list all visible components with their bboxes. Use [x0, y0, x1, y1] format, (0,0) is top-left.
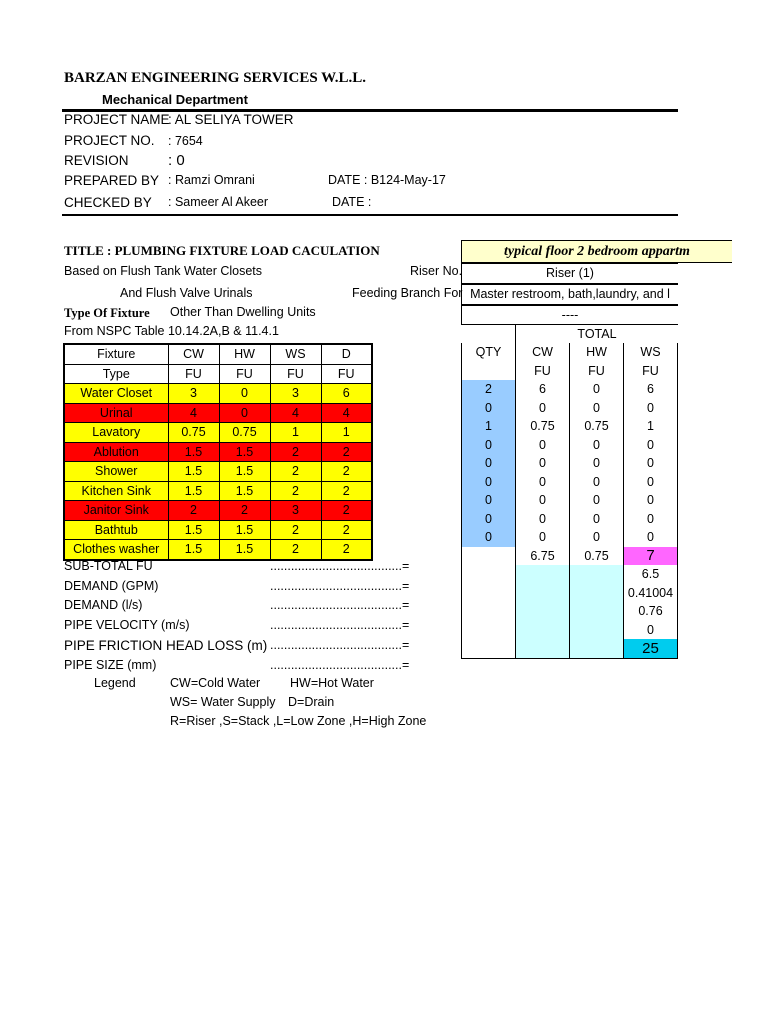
total-qty-cell: 0	[462, 436, 516, 455]
total-header-cell	[462, 362, 516, 381]
fixture-name-cell: Clothes washer	[64, 540, 168, 560]
fixture-hw-cell: 1.5	[219, 520, 270, 540]
fixture-cw-cell: 2	[168, 501, 219, 521]
fixture-row	[64, 442, 372, 462]
revision-label: REVISION	[64, 153, 129, 168]
fixture-hw-cell: 2	[219, 501, 270, 521]
fixture-header-cell: Fixture	[64, 344, 168, 364]
fixture-header-cell: FU	[168, 364, 219, 384]
total-ws-cell: 0	[624, 473, 678, 492]
result-dots: ......................................=	[270, 618, 410, 633]
total-ws-cell: 0	[624, 510, 678, 529]
fixture-name-cell: Janitor Sink	[64, 501, 168, 521]
feeding-branch-value: Master restroom, bath,laundry, and l	[461, 284, 678, 305]
fixture-type-label: Type Of Fixture	[64, 306, 150, 320]
total-cw-cell: 0	[516, 510, 570, 529]
checked-by-label: CHECKED BY	[64, 195, 152, 210]
fixture-header-cell: FU	[321, 364, 372, 384]
total-hw-cell: 0	[570, 380, 624, 399]
total-cw-cell: 0	[516, 436, 570, 455]
fixture-header-cell: D	[321, 344, 372, 364]
fixture-name-cell: Water Closet	[64, 384, 168, 404]
fixture-d-cell: 1	[321, 423, 372, 443]
result-hw-cell	[570, 565, 624, 584]
result-row	[462, 639, 678, 658]
fixture-header-row	[64, 344, 372, 364]
fixture-name-cell: Lavatory	[64, 423, 168, 443]
total-cw-cell: 0	[516, 473, 570, 492]
fixture-header-cell: HW	[219, 344, 270, 364]
total-row	[462, 436, 678, 455]
nspc-reference: From NSPC Table 10.14.2A,B & 11.4.1	[64, 324, 279, 338]
project-no-value: : 7654	[168, 134, 203, 148]
result-hw-cell	[570, 602, 624, 621]
total-row	[462, 380, 678, 399]
header-bottom-rule	[62, 214, 678, 216]
fixture-row	[64, 481, 372, 501]
total-ws-cell: 0	[624, 454, 678, 473]
fixture-table	[63, 343, 373, 561]
fixture-ws-cell: 1	[270, 423, 321, 443]
fixture-hw-cell: 0	[219, 384, 270, 404]
fixture-header-cell: Type	[64, 364, 168, 384]
total-hw-cell: 0	[570, 436, 624, 455]
result-cw-cell	[516, 602, 570, 621]
legend-label: Legend	[94, 676, 136, 690]
result-qty-cell	[462, 621, 516, 640]
total-cw-cell: 0	[516, 491, 570, 510]
fixture-row	[64, 520, 372, 540]
total-header-cell: HW	[570, 343, 624, 362]
fixture-d-cell: 2	[321, 501, 372, 521]
total-qty-cell: 0	[462, 528, 516, 547]
fixture-type-value: Other Than Dwelling Units	[170, 305, 316, 319]
total-hw-cell: 0.75	[570, 417, 624, 436]
total-cw-cell: 0.75	[516, 417, 570, 436]
project-no-label: PROJECT NO.	[64, 133, 155, 148]
total-header-row	[462, 343, 678, 362]
department-name: Mechanical Department	[102, 92, 248, 107]
fixture-hw-cell: 0	[219, 403, 270, 423]
fixture-name-cell: Kitchen Sink	[64, 481, 168, 501]
fixture-name-cell: Ablution	[64, 442, 168, 462]
fixture-name-cell: Bathtub	[64, 520, 168, 540]
result-dots: ......................................=	[270, 637, 410, 652]
fixture-hw-cell: 0.75	[219, 423, 270, 443]
project-name-value: : AL SELIYA TOWER	[168, 112, 294, 127]
sheet-title: TITLE : PLUMBING FIXTURE LOAD CACULATION	[64, 243, 380, 258]
total-hw-cell: 0	[570, 528, 624, 547]
result-cw-cell	[516, 639, 570, 658]
legend-d: D=Drain	[288, 695, 335, 709]
result-dots: ......................................=	[270, 657, 410, 672]
legend-hw: HW=Hot Water	[290, 676, 374, 690]
result-qty-cell	[462, 565, 516, 584]
total-row	[462, 417, 678, 436]
result-ws-cell: 25	[624, 639, 678, 658]
total-row	[462, 473, 678, 492]
total-cw-cell: 0	[516, 454, 570, 473]
fixture-ws-cell: 2	[270, 462, 321, 482]
fixture-cw-cell: 1.5	[168, 462, 219, 482]
total-row	[462, 399, 678, 418]
result-label: DEMAND (GPM)	[64, 578, 159, 593]
checked-by-value: : Sameer Al Akeer	[168, 195, 269, 209]
fixture-cw-cell: 0.75	[168, 423, 219, 443]
result-row	[462, 621, 678, 640]
result-qty-cell	[462, 547, 516, 566]
prepared-by-value: : Ramzi Omrani	[168, 173, 255, 187]
checked-date: DATE :	[332, 195, 372, 209]
company-name: BARZAN ENGINEERING SERVICES W.L.L.	[64, 70, 367, 86]
legend-cw: CW=Cold Water	[170, 676, 261, 690]
total-header-cell: CW	[516, 343, 570, 362]
total-qty-cell: 1	[462, 417, 516, 436]
total-header-cell: FU	[516, 362, 570, 381]
fixture-header-row	[64, 364, 372, 384]
total-header-cell: FU	[570, 362, 624, 381]
fixture-cw-cell: 1.5	[168, 520, 219, 540]
total-qty-cell: 0	[462, 510, 516, 529]
fixture-d-cell: 2	[321, 540, 372, 560]
result-hw-cell: 0.75	[570, 547, 624, 566]
result-cw-cell: 6.75	[516, 547, 570, 566]
result-cw-cell	[516, 621, 570, 640]
result-row	[462, 565, 678, 584]
result-hw-cell	[570, 639, 624, 658]
result-ws-cell: 0.76	[624, 602, 678, 621]
result-qty-cell	[462, 639, 516, 658]
fixture-header-cell: CW	[168, 344, 219, 364]
total-hw-cell: 0	[570, 510, 624, 529]
result-label: PIPE FRICTION HEAD LOSS (m)	[64, 637, 268, 653]
result-label: PIPE VELOCITY (m/s)	[64, 618, 190, 633]
fixture-d-cell: 2	[321, 481, 372, 501]
total-hw-cell: 0	[570, 473, 624, 492]
project-name-label: PROJECT NAME	[64, 112, 170, 127]
fixture-cw-cell: 1.5	[168, 481, 219, 501]
fixture-row	[64, 501, 372, 521]
result-qty-cell	[462, 602, 516, 621]
fixture-d-cell: 4	[321, 403, 372, 423]
result-hw-cell	[570, 621, 624, 640]
fixture-cw-cell: 4	[168, 403, 219, 423]
result-ws-cell: 0	[624, 621, 678, 640]
total-header-cell: FU	[624, 362, 678, 381]
fixture-hw-cell: 1.5	[219, 462, 270, 482]
fixture-ws-cell: 2	[270, 540, 321, 560]
total-hw-cell: 0	[570, 454, 624, 473]
total-hw-cell: 0	[570, 399, 624, 418]
total-header-cell: QTY	[462, 343, 516, 362]
result-ws-cell: 6.5	[624, 565, 678, 584]
result-dots: ......................................=	[270, 578, 410, 593]
floor-description: typical floor 2 bedroom appartm	[461, 240, 732, 263]
result-label: PIPE SIZE (mm)	[64, 657, 157, 672]
riser-value: Riser (1)	[461, 263, 678, 284]
fixture-ws-cell: 3	[270, 501, 321, 521]
result-cw-cell	[516, 565, 570, 584]
fixture-hw-cell: 1.5	[219, 442, 270, 462]
total-cw-cell: 0	[516, 399, 570, 418]
fixture-hw-cell: 1.5	[219, 540, 270, 560]
fixture-header-cell: FU	[219, 364, 270, 384]
fixture-header-cell: WS	[270, 344, 321, 364]
fixture-row	[64, 384, 372, 404]
result-label: DEMAND (l/s)	[64, 598, 143, 613]
total-cw-cell: 6	[516, 380, 570, 399]
total-ws-cell: 0	[624, 491, 678, 510]
fixture-cw-cell: 1.5	[168, 442, 219, 462]
revision-value: : 0	[168, 152, 185, 169]
total-row	[462, 454, 678, 473]
total-header-cell: WS	[624, 343, 678, 362]
legend-ws: WS= Water Supply	[170, 695, 276, 709]
total-header-row	[462, 362, 678, 381]
basis-line-1: Based on Flush Tank Water Closets	[64, 264, 263, 278]
total-hw-cell: 0	[570, 491, 624, 510]
result-row	[462, 602, 678, 621]
total-qty-cell: 0	[462, 399, 516, 418]
total-qty-cell: 0	[462, 454, 516, 473]
fixture-d-cell: 2	[321, 520, 372, 540]
result-hw-cell	[570, 584, 624, 603]
total-ws-cell: 0	[624, 528, 678, 547]
total-row	[462, 491, 678, 510]
fixture-row	[64, 423, 372, 443]
fixture-row	[64, 540, 372, 560]
fixture-row	[64, 462, 372, 482]
total-ws-cell: 0	[624, 436, 678, 455]
result-cw-cell	[516, 584, 570, 603]
result-dots: ......................................=	[270, 559, 410, 573]
fixture-ws-cell: 2	[270, 520, 321, 540]
fixture-cw-cell: 3	[168, 384, 219, 404]
total-row	[462, 510, 678, 529]
fixture-row	[64, 403, 372, 423]
total-qty-cell: 0	[462, 491, 516, 510]
total-ws-cell: 1	[624, 417, 678, 436]
fixture-ws-cell: 2	[270, 481, 321, 501]
result-label: SUB-TOTAL FU	[64, 559, 153, 573]
result-row	[462, 584, 678, 603]
total-header: TOTAL	[515, 324, 678, 344]
total-ws-cell: 0	[624, 399, 678, 418]
result-dots: ......................................=	[270, 598, 410, 613]
total-qty-cell: 2	[462, 380, 516, 399]
legend-zones: R=Riser ,S=Stack ,L=Low Zone ,H=High Zone	[170, 714, 427, 728]
total-qty-cell: 0	[462, 473, 516, 492]
result-qty-cell	[462, 584, 516, 603]
total-cw-cell: 0	[516, 528, 570, 547]
fixture-cw-cell: 1.5	[168, 540, 219, 560]
result-row	[462, 547, 678, 566]
result-ws-cell: 7	[624, 547, 678, 566]
fixture-header-cell: FU	[270, 364, 321, 384]
fixture-d-cell: 2	[321, 442, 372, 462]
prepared-by-label: PREPARED BY	[64, 173, 160, 188]
fixture-d-cell: 6	[321, 384, 372, 404]
feeding-branch-label: Feeding Branch For	[352, 286, 463, 300]
fixture-name-cell: Urinal	[64, 403, 168, 423]
riser-label: Riser No.	[410, 264, 463, 278]
basis-line-2: And Flush Valve Urinals	[120, 286, 253, 300]
total-table	[461, 343, 678, 659]
branch-dash-cell: ----	[461, 305, 678, 325]
fixture-hw-cell: 1.5	[219, 481, 270, 501]
prepared-date: DATE : B124-May-17	[328, 173, 446, 187]
total-row	[462, 528, 678, 547]
fixture-ws-cell: 4	[270, 403, 321, 423]
result-ws-cell: 0.41004	[624, 584, 678, 603]
fixture-d-cell: 2	[321, 462, 372, 482]
fixture-ws-cell: 3	[270, 384, 321, 404]
fixture-ws-cell: 2	[270, 442, 321, 462]
total-ws-cell: 6	[624, 380, 678, 399]
fixture-name-cell: Shower	[64, 462, 168, 482]
